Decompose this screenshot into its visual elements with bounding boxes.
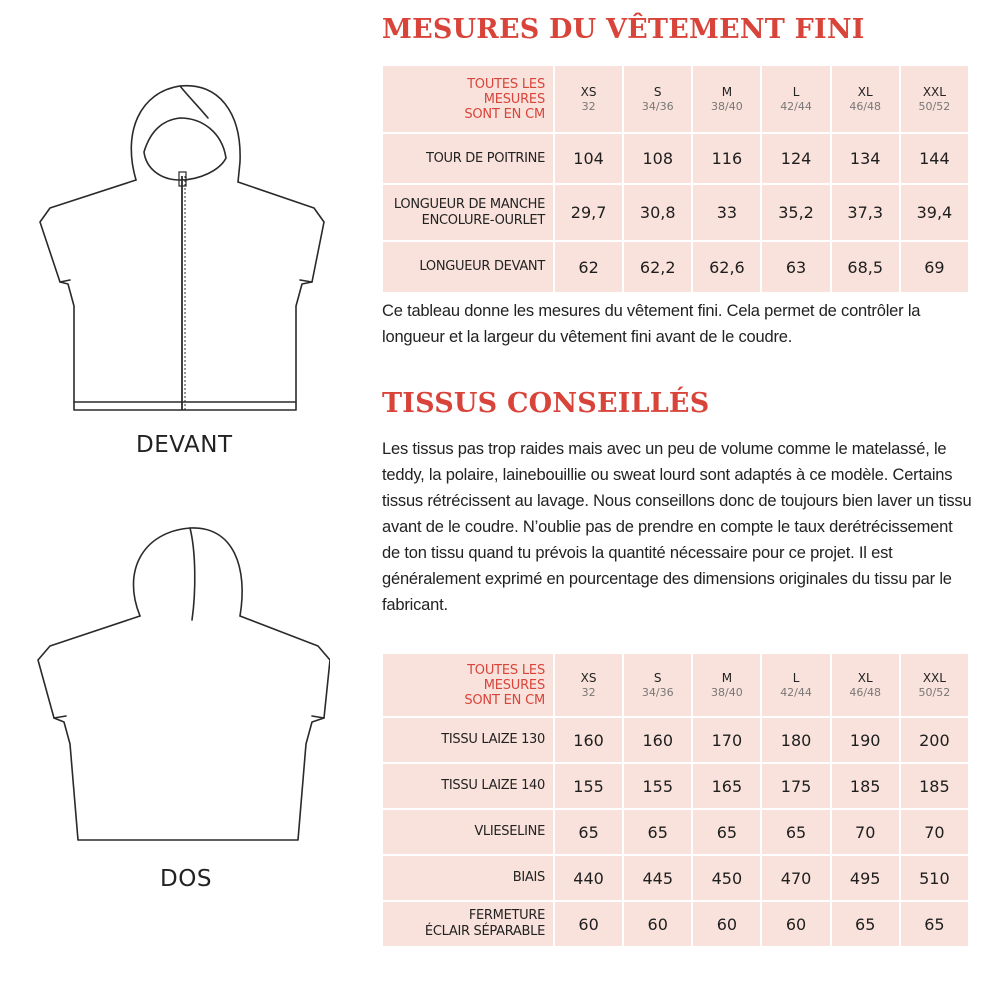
size-header-xxl: XXL 50/52 bbox=[901, 66, 968, 132]
table-cell: 160 bbox=[555, 718, 622, 762]
size-header-xl: XL 46/48 bbox=[832, 654, 899, 716]
row-label-bias: BIAIS bbox=[383, 856, 553, 900]
table-row bbox=[383, 902, 968, 946]
table-cell: 510 bbox=[901, 856, 968, 900]
table-cell: 440 bbox=[555, 856, 622, 900]
table-cell: 70 bbox=[901, 810, 968, 854]
table-cell: 495 bbox=[832, 856, 899, 900]
table-cell: 62,2 bbox=[624, 242, 691, 292]
table-cell: 65 bbox=[693, 810, 760, 854]
units-note-line: TOUTES LES bbox=[467, 76, 545, 92]
table-row bbox=[383, 242, 968, 292]
table-cell: 65 bbox=[555, 810, 622, 854]
table-cell: 60 bbox=[762, 902, 829, 946]
table-cell: 35,2 bbox=[762, 185, 829, 240]
table-cell: 144 bbox=[901, 134, 968, 183]
size-header-s: S 34/36 bbox=[624, 654, 691, 716]
measurements-note: Ce tableau donne les mesures du vêtement fini. Cela permet de contrôler la longueur et la largeur du vêtement fini avant de le coudre. bbox=[382, 302, 921, 346]
units-note bbox=[383, 66, 553, 132]
front-view-label: DEVANT bbox=[136, 432, 233, 458]
row-label-sleeve-length: LONGUEUR DE MANCHE ENCOLURE-OURLET bbox=[383, 185, 553, 240]
size-header-l: L 42/44 bbox=[762, 654, 829, 716]
row-label-vlieseline: VLIESELINE bbox=[383, 810, 553, 854]
table-cell: 69 bbox=[901, 242, 968, 292]
table-row bbox=[383, 134, 968, 183]
units-note-line: MESURES bbox=[483, 91, 545, 107]
measurements-title: MESURES DU VÊTEMENT FINI bbox=[382, 14, 865, 45]
front-garment-illustration bbox=[30, 72, 330, 417]
table-cell: 155 bbox=[555, 764, 622, 808]
table-cell: 190 bbox=[832, 718, 899, 762]
table-cell: 124 bbox=[762, 134, 829, 183]
table-cell: 33 bbox=[693, 185, 760, 240]
table-cell: 70 bbox=[832, 810, 899, 854]
table-cell: 160 bbox=[624, 718, 691, 762]
table-cell: 60 bbox=[693, 902, 760, 946]
row-label-fabric-130: TISSU LAIZE 130 bbox=[383, 718, 553, 762]
size-header-m: M 38/40 bbox=[693, 654, 760, 716]
size-header-l: L 42/44 bbox=[762, 66, 829, 132]
units-note-line: MESURES bbox=[483, 677, 545, 693]
table-cell: 165 bbox=[693, 764, 760, 808]
table-cell: 445 bbox=[624, 856, 691, 900]
table-cell: 180 bbox=[762, 718, 829, 762]
table-cell: 62 bbox=[555, 242, 622, 292]
table-cell: 29,7 bbox=[555, 185, 622, 240]
row-label-zipper: FERMETURE ÉCLAIR SÉPARABLE bbox=[383, 902, 553, 946]
measurements-table bbox=[381, 64, 970, 294]
units-note-line: TOUTES LES bbox=[467, 662, 545, 678]
table-cell: 185 bbox=[832, 764, 899, 808]
row-label-chest: TOUR DE POITRINE bbox=[383, 134, 553, 183]
table-row bbox=[383, 764, 968, 808]
table-cell: 185 bbox=[901, 764, 968, 808]
fabrics-table bbox=[381, 652, 970, 948]
hoodie-back-drawing bbox=[30, 522, 330, 847]
table-cell: 65 bbox=[832, 902, 899, 946]
hoodie-front-drawing bbox=[30, 72, 330, 417]
table-cell: 60 bbox=[555, 902, 622, 946]
row-label-fabric-140: TISSU LAIZE 140 bbox=[383, 764, 553, 808]
table-cell: 30,8 bbox=[624, 185, 691, 240]
table-cell: 60 bbox=[624, 902, 691, 946]
table-cell: 62,6 bbox=[693, 242, 760, 292]
units-note-line: SONT EN CM bbox=[464, 692, 545, 708]
size-header-xs: XS 32 bbox=[555, 66, 622, 132]
table-cell: 63 bbox=[762, 242, 829, 292]
measurements-header-row bbox=[383, 66, 968, 132]
table-cell: 116 bbox=[693, 134, 760, 183]
size-header-xl: XL 46/48 bbox=[832, 66, 899, 132]
back-view-label: DOS bbox=[160, 866, 212, 892]
size-header-xs: XS 32 bbox=[555, 654, 622, 716]
table-cell: 39,4 bbox=[901, 185, 968, 240]
table-cell: 450 bbox=[693, 856, 760, 900]
table-cell: 470 bbox=[762, 856, 829, 900]
table-row bbox=[383, 185, 968, 240]
size-header-m: M 38/40 bbox=[693, 66, 760, 132]
table-cell: 108 bbox=[624, 134, 691, 183]
table-cell: 65 bbox=[901, 902, 968, 946]
back-garment-illustration bbox=[30, 522, 330, 847]
table-cell: 175 bbox=[762, 764, 829, 808]
table-row bbox=[383, 856, 968, 900]
fabrics-header-row bbox=[383, 654, 968, 716]
table-cell: 134 bbox=[832, 134, 899, 183]
table-cell: 104 bbox=[555, 134, 622, 183]
table-row bbox=[383, 810, 968, 854]
table-cell: 68,5 bbox=[832, 242, 899, 292]
table-cell: 170 bbox=[693, 718, 760, 762]
table-cell: 65 bbox=[762, 810, 829, 854]
table-cell: 155 bbox=[624, 764, 691, 808]
table-cell: 65 bbox=[624, 810, 691, 854]
table-cell: 37,3 bbox=[832, 185, 899, 240]
fabrics-title: TISSUS CONSEILLÉS bbox=[382, 388, 710, 419]
units-note bbox=[383, 654, 553, 716]
table-cell: 200 bbox=[901, 718, 968, 762]
size-header-s: S 34/36 bbox=[624, 66, 691, 132]
row-label-front-length: LONGUEUR DEVANT bbox=[383, 242, 553, 292]
units-note-line: SONT EN CM bbox=[464, 106, 545, 122]
size-header-xxl: XXL 50/52 bbox=[901, 654, 968, 716]
table-row bbox=[383, 718, 968, 762]
fabrics-description: Les tissus pas trop raides mais avec un peu de volume comme le matelassé, le teddy, la polaire, lainebouillie ou sweat lourd sont adaptés à ce modèle. Certains tissus rétrécissent au lavage. Nous conseillons donc de toujours bien laver un tissu avant de le coudre. N’oublie pas de prendre en compte le taux derétrécissement de ton tissu quand tu prévois la quantité nécessaire pour ce projet. Il est généralement exprimé en pourcentage des dimensions originales du tissu par le fabricant. bbox=[382, 440, 972, 614]
